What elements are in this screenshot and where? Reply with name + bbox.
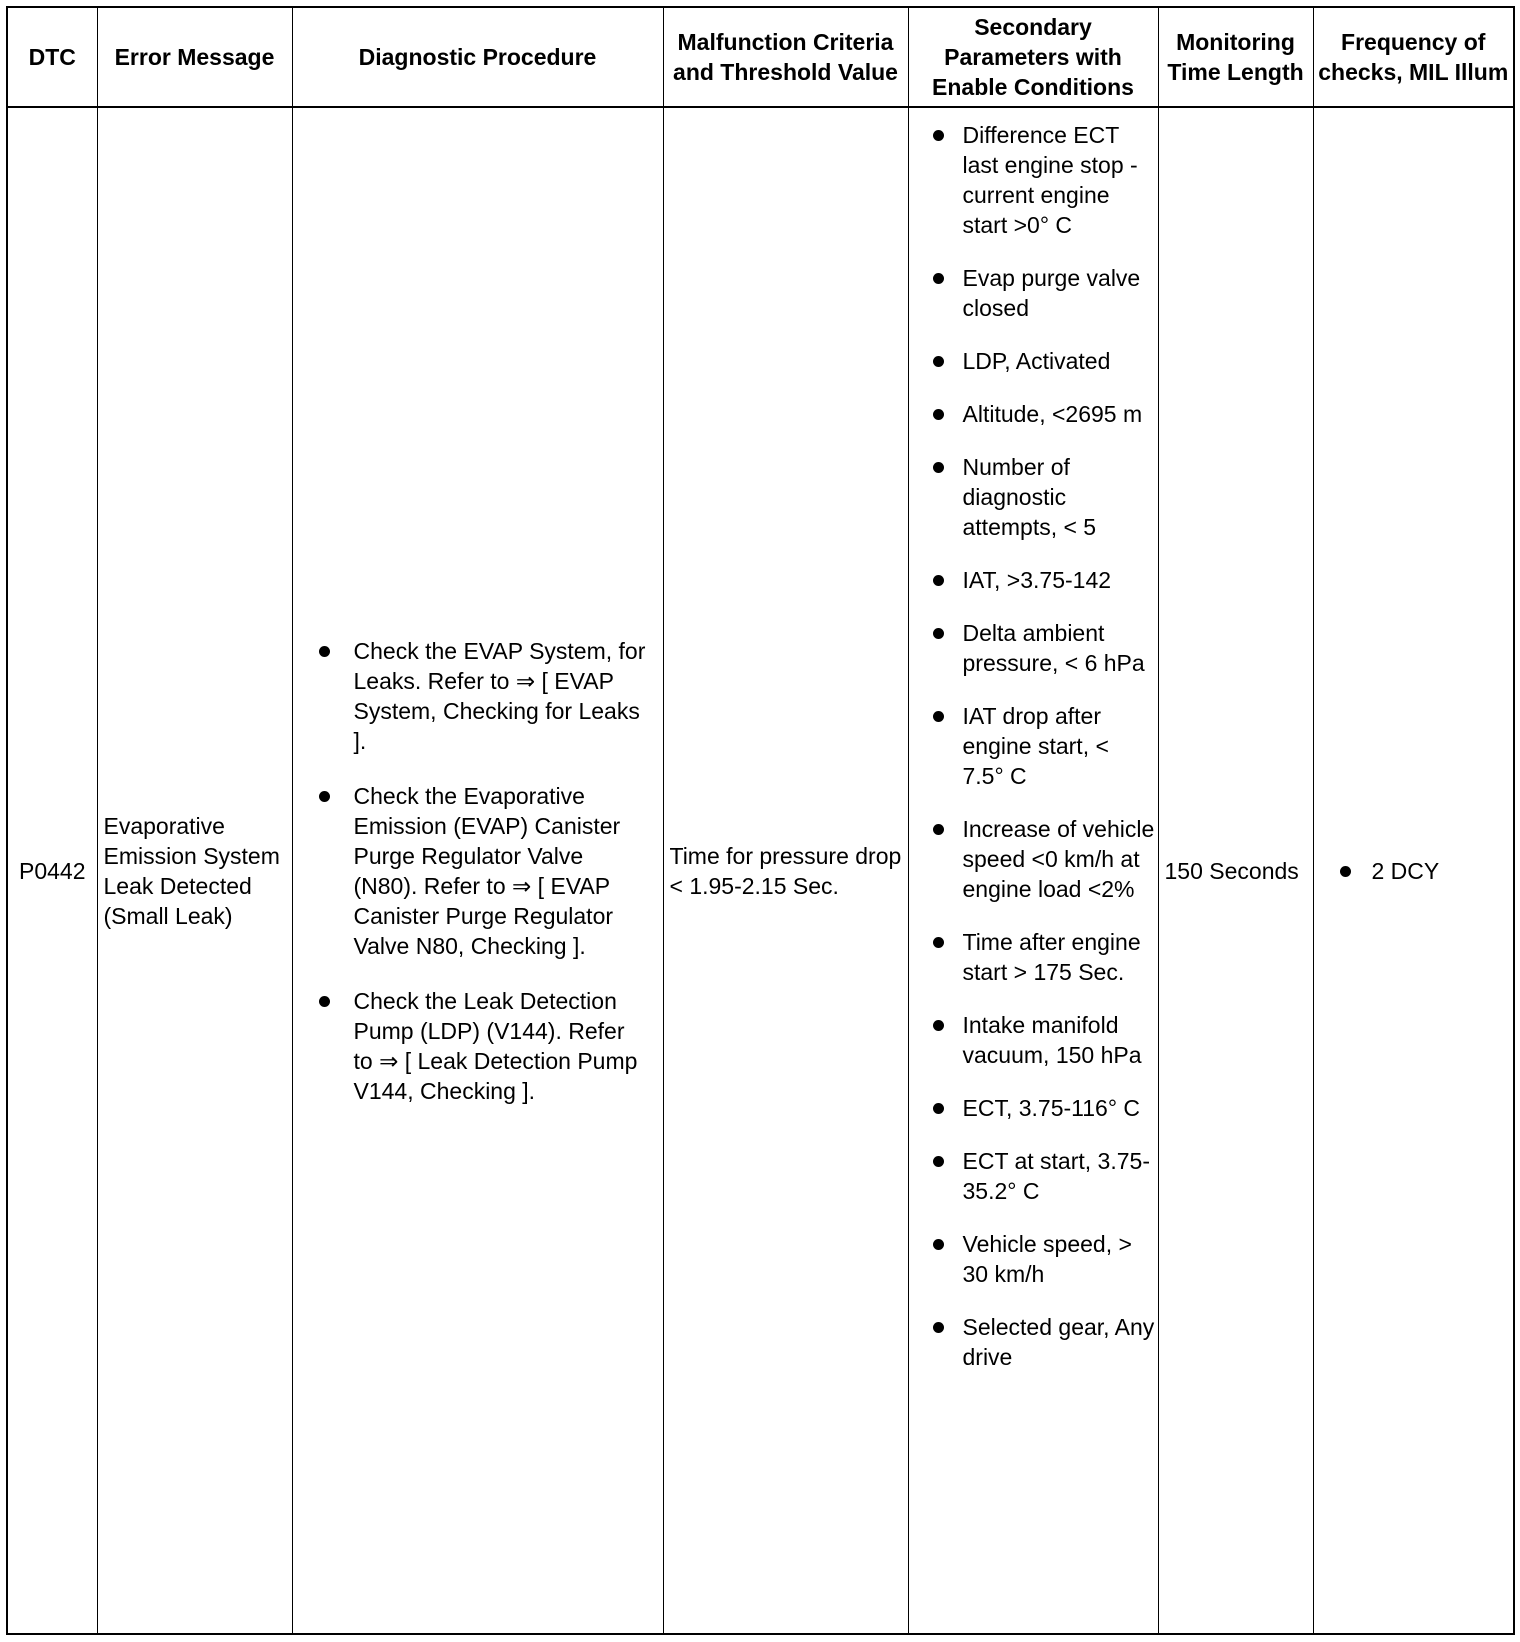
- header-dtc: DTC: [7, 7, 97, 107]
- list-item-text: Selected gear, Any drive: [962, 1314, 1155, 1370]
- header-secondary-parameters: Secondary Parameters with Enable Conditions: [908, 7, 1158, 107]
- cell-monitoring-time: 150 Seconds: [1158, 107, 1313, 1634]
- bullet-icon: [933, 409, 944, 420]
- frequency-list: [1320, 856, 1508, 886]
- list-item: [913, 1312, 1156, 1372]
- list-item-text: Intake manifold vacuum, 150 hPa: [962, 1012, 1142, 1068]
- list-item-text: IAT, >3.75-142: [962, 567, 1112, 593]
- list-item: [913, 814, 1156, 904]
- list-item-text: Check the Evaporative Emission (EVAP) Canister Purge Regulator Valve (N80). Refer to ⇒ [ EVAP Canister Purge Regulator Valve N80, Checking ].: [353, 782, 621, 959]
- list-item-text: Delta ambient pressure, < 6 hPa: [962, 620, 1145, 676]
- bullet-icon: [319, 646, 330, 657]
- cell-secondary-parameters: [908, 107, 1158, 1634]
- header-malfunction-criteria: Malfunction Criteria and Threshold Value: [663, 7, 908, 107]
- list-item: [913, 1146, 1156, 1206]
- header-frequency: Frequency of checks, MIL Illum: [1313, 7, 1514, 107]
- bullet-icon: [933, 628, 944, 639]
- bullet-icon: [933, 824, 944, 835]
- list-item-text: ECT at start, 3.75-35.2° C: [962, 1148, 1150, 1204]
- list-item: [913, 927, 1156, 987]
- list-item-text: Check the EVAP System, for Leaks. Refer to ⇒ [ EVAP System, Checking for Leaks ].: [353, 637, 646, 754]
- bullet-icon: [933, 1239, 944, 1250]
- bullet-icon: [933, 711, 944, 722]
- bullet-icon: [933, 1156, 944, 1167]
- list-item: [1320, 856, 1508, 886]
- list-item: [913, 1010, 1156, 1070]
- cell-malfunction-criteria: Time for pressure drop < 1.95-2.15 Sec.: [663, 107, 908, 1634]
- list-item: [913, 618, 1156, 678]
- bullet-icon: [1340, 866, 1351, 877]
- bullet-icon: [319, 791, 330, 802]
- list-item: [299, 781, 657, 961]
- list-item: [913, 346, 1156, 376]
- bullet-icon: [933, 273, 944, 284]
- bullet-icon: [933, 937, 944, 948]
- list-item: [913, 120, 1156, 240]
- header-monitoring-time: Monitoring Time Length: [1158, 7, 1313, 107]
- cell-error-message: Evaporative Emission System Leak Detected (Small Leak): [97, 107, 292, 1634]
- bullet-icon: [933, 1020, 944, 1031]
- list-item: [299, 986, 657, 1106]
- list-item-text: 2 DCY: [1371, 857, 1440, 884]
- cell-dtc-code: P0442: [7, 107, 97, 1634]
- list-item-text: Altitude, <2695 m: [962, 401, 1143, 427]
- list-item-text: Evap purge valve closed: [962, 265, 1141, 321]
- table-row: [7, 107, 1514, 1634]
- list-item: [299, 636, 657, 756]
- cell-diagnostic-procedure: [292, 107, 663, 1634]
- list-item: [913, 701, 1156, 791]
- bullet-icon: [933, 356, 944, 367]
- header-error-message: Error Message: [97, 7, 292, 107]
- bullet-icon: [933, 130, 944, 141]
- header-diagnostic-procedure: Diagnostic Procedure: [292, 7, 663, 107]
- list-item-text: Time after engine start > 175 Sec.: [962, 929, 1141, 985]
- list-item-text: IAT drop after engine start, < 7.5° C: [962, 703, 1109, 789]
- header-row: [7, 7, 1514, 107]
- bullet-icon: [933, 462, 944, 473]
- bullet-icon: [933, 1322, 944, 1333]
- list-item: [913, 565, 1156, 595]
- list-item-text: Vehicle speed, > 30 km/h: [962, 1231, 1132, 1287]
- list-item: [913, 263, 1156, 323]
- bullet-icon: [933, 1103, 944, 1114]
- list-item-text: Check the Leak Detection Pump (LDP) (V144). Refer to ⇒ [ Leak Detection Pump V144, Checking ].: [353, 987, 638, 1104]
- list-item-text: Increase of vehicle speed <0 km/h at engine load <2%: [962, 816, 1155, 902]
- bullet-icon: [319, 996, 330, 1007]
- list-item-text: ECT, 3.75-116° C: [962, 1095, 1141, 1121]
- list-item-text: Difference ECT last engine stop - current engine start >0° C: [962, 122, 1138, 238]
- list-item: [913, 1229, 1156, 1289]
- dtc-table: [6, 6, 1515, 1635]
- list-item: [913, 452, 1156, 542]
- bullet-icon: [933, 575, 944, 586]
- cell-frequency: [1313, 107, 1514, 1634]
- secondary-parameters-list: [913, 120, 1156, 1372]
- list-item: [913, 399, 1156, 429]
- procedure-list: [299, 636, 657, 1106]
- list-item-text: LDP, Activated: [962, 348, 1111, 374]
- list-item: [913, 1093, 1156, 1123]
- list-item-text: Number of diagnostic attempts, < 5: [962, 454, 1097, 540]
